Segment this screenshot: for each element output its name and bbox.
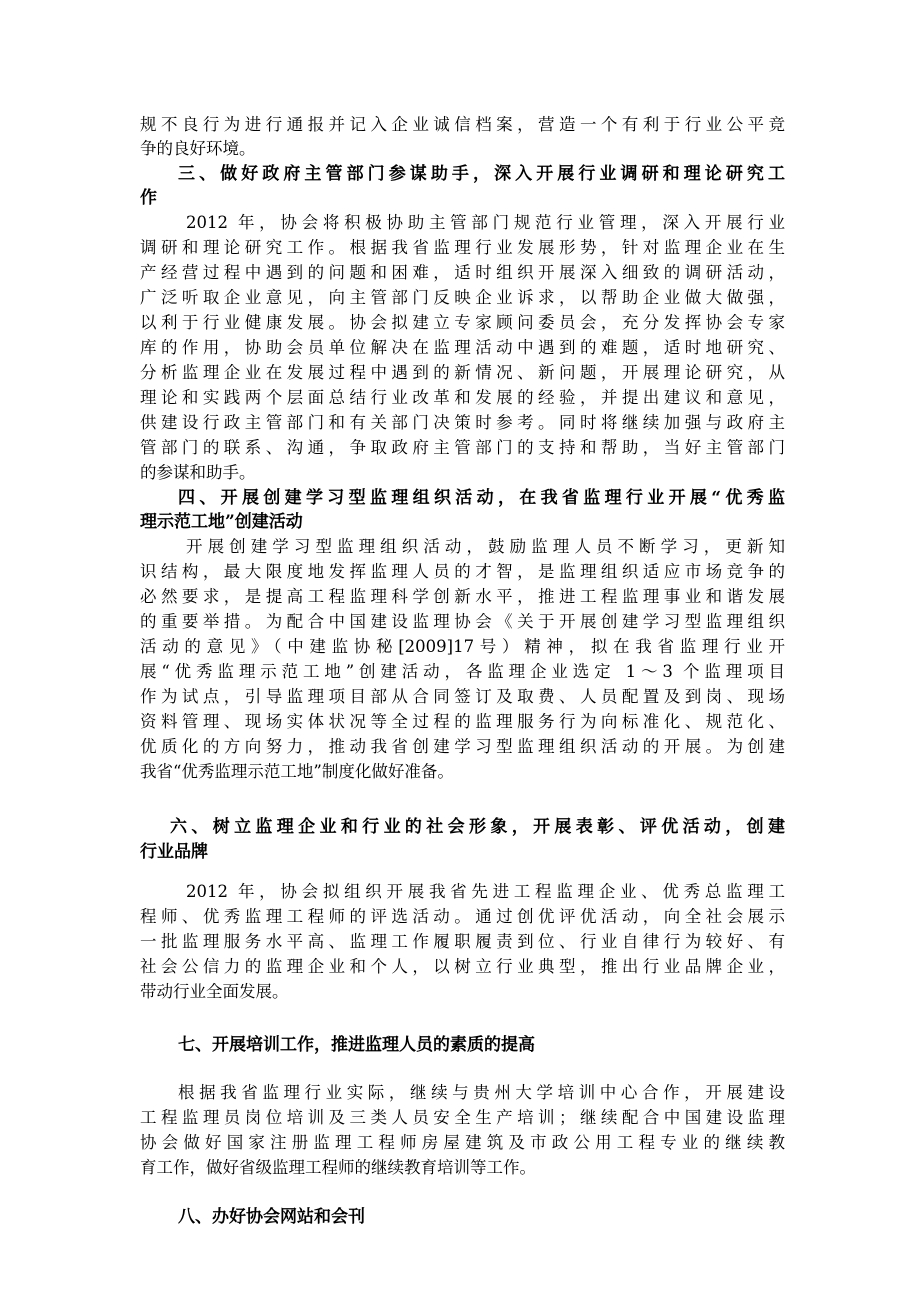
body-text-line: 优质化的方向努力，推动我省创建学习型监理组织活动的开展。为创建	[140, 737, 785, 756]
body-text-line: 活动的意见》（中建监协秘[2009]17号）精神，拟在我省监理行业开	[140, 637, 785, 656]
body-text-line: 的参谋和助手。	[140, 463, 256, 482]
body-text-line: 2012 年，协会将积极协助主管部门规范行业管理，深入开展行业	[186, 213, 785, 232]
body-text-line: 展“优秀监理示范工地”创建活动，各监理企业选定 1～3 个监理项目	[140, 662, 785, 681]
section-heading: 八、办好协会网站和会刊	[178, 1207, 365, 1227]
body-text-line: 根据我省监理行业实际，继续与贵州大学培训中心合作，开展建设	[178, 1083, 785, 1102]
body-text-line: 识结构，最大限度地发挥监理人员的才智，是监理组织适应市场竞争的	[140, 562, 785, 581]
section-heading: 理示范工地”创建活动	[140, 512, 303, 532]
body-text-line: 分析监理企业在发展过程中遇到的新情况、新问题，开展理论研究，从	[140, 363, 785, 382]
section-heading: 三、做好政府主管部门参谋助手，深入开展行业调研和理论研究工	[178, 164, 785, 184]
section-heading: 行业品牌	[140, 842, 208, 862]
section-heading: 作	[140, 188, 157, 208]
body-text-line: 理论和实践两个层面总结行业改革和发展的经验，并提出建议和意见，	[140, 388, 785, 407]
body-text-line: 争的良好环境。	[140, 139, 256, 158]
body-text-line: 带动行业全面发展。	[140, 982, 289, 1001]
body-text-line: 管部门的联系、沟通，争取政府主管部门的支持和帮助，当好主管部门	[140, 438, 785, 457]
body-text-line: 社会公信力的监理企业和个人，以树立行业典型，推出行业品牌企业，	[140, 957, 785, 976]
section-heading: 四、开展创建学习型监理组织活动，在我省监理行业开展“优秀监	[178, 488, 785, 508]
section-heading: 七、开展培训工作，推进监理人员的素质的提高	[178, 1035, 535, 1055]
body-text-line: 供建设行政主管部门和有关部门决策时参考。同时将继续加强与政府主	[140, 413, 785, 432]
body-text-line: 工程监理员岗位培训及三类人员安全生产培训；继续配合中国建设监理	[140, 1108, 785, 1127]
section-heading: 六、树立监理企业和行业的社会形象，开展表彰、评优活动，创建	[170, 817, 785, 837]
body-text-line: 一批监理服务水平高、监理工作履职履责到位、行业自律行为较好、有	[140, 932, 785, 951]
body-text-line: 的重要举措。为配合中国建设监理协会《关于开展创建学习型监理组织	[140, 612, 785, 631]
body-text-line: 资料管理、现场实体状况等全过程的监理服务行为向标准化、规范化、	[140, 712, 785, 731]
body-text-line: 开展创建学习型监理组织活动，鼓励监理人员不断学习，更新知	[186, 537, 785, 556]
body-text-line: 程师、优秀监理工程师的评选活动。通过创优评优活动，向全社会展示	[140, 907, 785, 926]
body-text-line: 我省“优秀监理示范工地”制度化做好准备。	[140, 762, 454, 781]
body-text-line: 2012 年，协会拟组织开展我省先进工程监理企业、优秀总监理工	[186, 882, 785, 901]
body-text-line: 必然要求，是提高工程监理科学创新水平，推进工程监理事业和谐发展	[140, 587, 785, 606]
body-text-line: 育工作，做好省级监理工程师的继续教育培训等工作。	[140, 1158, 536, 1177]
body-text-line: 协会做好国家注册监理工程师房屋建筑及市政公用工程专业的继续教	[140, 1133, 785, 1152]
body-text-line: 调研和理论研究工作。根据我省监理行业发展形势，针对监理企业在生	[140, 238, 785, 257]
body-text-line: 规不良行为进行通报并记入企业诚信档案，营造一个有利于行业公平竞	[140, 115, 785, 134]
body-text-line: 产经营过程中遇到的问题和困难，适时组织开展深入细致的调研活动，	[140, 263, 785, 282]
body-text-line: 库的作用，协助会员单位解决在监理活动中遇到的难题，适时地研究、	[140, 338, 785, 357]
body-text-line: 以利于行业健康发展。协会拟建立专家顾问委员会，充分发挥协会专家	[140, 313, 785, 332]
body-text-line: 广泛听取企业意见，向主管部门反映企业诉求，以帮助企业做大做强，	[140, 288, 785, 307]
body-text-line: 作为试点，引导监理项目部从合同签订及取费、人员配置及到岗、现场	[140, 687, 785, 706]
